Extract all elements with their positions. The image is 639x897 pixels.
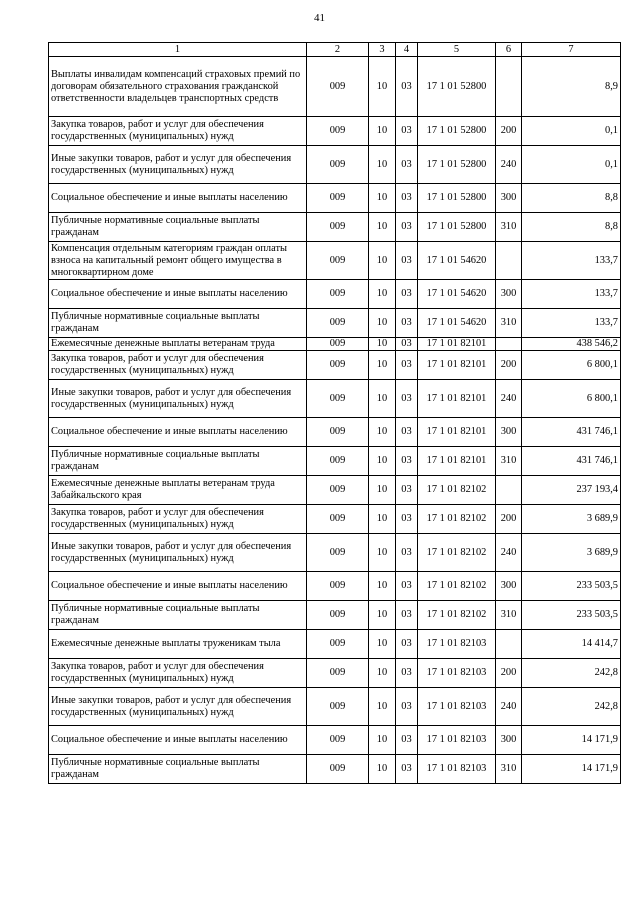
- table-row: [49, 418, 621, 447]
- row-c5-cell: 17 1 01 54620: [418, 309, 496, 338]
- row-c2-cell: 009: [307, 184, 369, 213]
- row-c3-cell: 10: [369, 505, 396, 534]
- row-c5-cell: 17 1 01 52800: [418, 146, 496, 184]
- row-name-cell: Социальное обеспечение и иные выплаты населению: [49, 184, 307, 213]
- row-name-cell: Иные закупки товаров, работ и услуг для обеспечения государственных (муниципальных) нужд: [49, 688, 307, 726]
- row-c7-cell: 242,8: [522, 659, 621, 688]
- row-name-cell: Публичные нормативные социальные выплаты гражданам: [49, 755, 307, 784]
- header-row: [49, 43, 621, 57]
- table-row: [49, 117, 621, 146]
- row-c7-cell: 133,7: [522, 309, 621, 338]
- column-header: 1: [49, 43, 307, 57]
- column-header: 6: [496, 43, 522, 57]
- table-row: [49, 213, 621, 242]
- row-c2-cell: 009: [307, 630, 369, 659]
- row-c4-cell: 03: [396, 338, 418, 351]
- row-c7-cell: 14 414,7: [522, 630, 621, 659]
- row-c3-cell: 10: [369, 688, 396, 726]
- row-c3-cell: 10: [369, 630, 396, 659]
- row-c4-cell: 03: [396, 659, 418, 688]
- row-c6-cell: 200: [496, 117, 522, 146]
- row-c2-cell: 009: [307, 242, 369, 280]
- row-c7-cell: 6 800,1: [522, 380, 621, 418]
- row-c7-cell: 6 800,1: [522, 351, 621, 380]
- column-header: 4: [396, 43, 418, 57]
- table-row: [49, 659, 621, 688]
- row-c4-cell: 03: [396, 688, 418, 726]
- row-c5-cell: 17 1 01 82101: [418, 418, 496, 447]
- row-c7-cell: 133,7: [522, 280, 621, 309]
- row-c7-cell: 438 546,2: [522, 338, 621, 351]
- row-name-cell: Ежемесячные денежные выплаты ветеранам труда: [49, 338, 307, 351]
- row-c6-cell: 300: [496, 572, 522, 601]
- row-c4-cell: 03: [396, 447, 418, 476]
- table-row: [49, 726, 621, 755]
- row-c3-cell: 10: [369, 418, 396, 447]
- row-c4-cell: 03: [396, 505, 418, 534]
- row-c2-cell: 009: [307, 213, 369, 242]
- row-c3-cell: 10: [369, 280, 396, 309]
- row-c4-cell: 03: [396, 146, 418, 184]
- row-c5-cell: 17 1 01 54620: [418, 242, 496, 280]
- column-header: 7: [522, 43, 621, 57]
- row-c4-cell: 03: [396, 309, 418, 338]
- row-c7-cell: 0,1: [522, 117, 621, 146]
- row-c4-cell: 03: [396, 755, 418, 784]
- row-c5-cell: 17 1 01 82103: [418, 659, 496, 688]
- row-c3-cell: 10: [369, 309, 396, 338]
- row-name-cell: Закупка товаров, работ и услуг для обеспечения государственных (муниципальных) нужд: [49, 351, 307, 380]
- row-c5-cell: 17 1 01 82101: [418, 380, 496, 418]
- table-row: [49, 280, 621, 309]
- page-number: 41: [314, 12, 325, 24]
- row-c2-cell: 009: [307, 338, 369, 351]
- row-name-cell: Социальное обеспечение и иные выплаты населению: [49, 572, 307, 601]
- row-c6-cell: 300: [496, 184, 522, 213]
- row-name-cell: Ежемесячные денежные выплаты ветеранам труда Забайкальского края: [49, 476, 307, 505]
- row-c3-cell: 10: [369, 213, 396, 242]
- row-c6-cell: 300: [496, 726, 522, 755]
- table-row: [49, 380, 621, 418]
- row-c6-cell: [496, 57, 522, 117]
- row-c4-cell: 03: [396, 280, 418, 309]
- row-name-cell: Публичные нормативные социальные выплаты гражданам: [49, 601, 307, 630]
- row-c4-cell: 03: [396, 418, 418, 447]
- row-c3-cell: 10: [369, 726, 396, 755]
- row-c2-cell: 009: [307, 146, 369, 184]
- row-name-cell: Иные закупки товаров, работ и услуг для обеспечения государственных (муниципальных) нужд: [49, 380, 307, 418]
- row-c3-cell: 10: [369, 184, 396, 213]
- column-header: 3: [369, 43, 396, 57]
- row-c7-cell: 14 171,9: [522, 755, 621, 784]
- row-c4-cell: 03: [396, 351, 418, 380]
- table-body: [49, 57, 621, 784]
- row-c2-cell: 009: [307, 572, 369, 601]
- row-c5-cell: 17 1 01 82103: [418, 688, 496, 726]
- table-row: [49, 184, 621, 213]
- row-name-cell: Выплаты инвалидам компенсаций страховых премий по договорам обязательного страхования гражданской ответственности владельцев транспортных средств: [49, 57, 307, 117]
- table-row: [49, 534, 621, 572]
- column-header: 2: [307, 43, 369, 57]
- row-c4-cell: 03: [396, 380, 418, 418]
- row-c5-cell: 17 1 01 82101: [418, 447, 496, 476]
- row-c2-cell: 009: [307, 601, 369, 630]
- row-c6-cell: 240: [496, 688, 522, 726]
- table-row: [49, 351, 621, 380]
- row-c7-cell: 8,8: [522, 184, 621, 213]
- table-row: [49, 601, 621, 630]
- row-name-cell: Закупка товаров, работ и услуг для обеспечения государственных (муниципальных) нужд: [49, 505, 307, 534]
- row-c4-cell: 03: [396, 534, 418, 572]
- row-c2-cell: 009: [307, 418, 369, 447]
- row-c6-cell: 240: [496, 380, 522, 418]
- row-c3-cell: 10: [369, 146, 396, 184]
- row-c7-cell: 0,1: [522, 146, 621, 184]
- row-c7-cell: 431 746,1: [522, 447, 621, 476]
- row-c3-cell: 10: [369, 351, 396, 380]
- row-name-cell: Публичные нормативные социальные выплаты гражданам: [49, 309, 307, 338]
- row-c3-cell: 10: [369, 534, 396, 572]
- row-c5-cell: 17 1 01 82102: [418, 476, 496, 505]
- row-c6-cell: 240: [496, 146, 522, 184]
- row-name-cell: Закупка товаров, работ и услуг для обеспечения государственных (муниципальных) нужд: [49, 117, 307, 146]
- table-row: [49, 309, 621, 338]
- row-c5-cell: 17 1 01 82103: [418, 630, 496, 659]
- row-c5-cell: 17 1 01 52800: [418, 213, 496, 242]
- row-c7-cell: 237 193,4: [522, 476, 621, 505]
- row-c2-cell: 009: [307, 726, 369, 755]
- row-c2-cell: 009: [307, 57, 369, 117]
- row-c6-cell: 240: [496, 534, 522, 572]
- row-c5-cell: 17 1 01 82102: [418, 505, 496, 534]
- row-c6-cell: 310: [496, 755, 522, 784]
- row-name-cell: Социальное обеспечение и иные выплаты населению: [49, 418, 307, 447]
- row-c2-cell: 009: [307, 688, 369, 726]
- row-c5-cell: 17 1 01 82102: [418, 572, 496, 601]
- table-row: [49, 755, 621, 784]
- row-c3-cell: 10: [369, 447, 396, 476]
- row-c2-cell: 009: [307, 755, 369, 784]
- budget-table: [48, 42, 621, 784]
- row-name-cell: Ежемесячные денежные выплаты труженикам тыла: [49, 630, 307, 659]
- row-c7-cell: 233 503,5: [522, 572, 621, 601]
- row-c6-cell: 310: [496, 309, 522, 338]
- row-c3-cell: 10: [369, 380, 396, 418]
- row-c2-cell: 009: [307, 659, 369, 688]
- row-c6-cell: 310: [496, 447, 522, 476]
- row-name-cell: Публичные нормативные социальные выплаты гражданам: [49, 213, 307, 242]
- column-header: 5: [418, 43, 496, 57]
- row-c4-cell: 03: [396, 184, 418, 213]
- row-c4-cell: 03: [396, 726, 418, 755]
- row-c5-cell: 17 1 01 82102: [418, 534, 496, 572]
- row-c3-cell: 10: [369, 338, 396, 351]
- row-c6-cell: 300: [496, 280, 522, 309]
- row-c5-cell: 17 1 01 82102: [418, 601, 496, 630]
- row-c7-cell: 8,9: [522, 57, 621, 117]
- row-c7-cell: 14 171,9: [522, 726, 621, 755]
- row-c3-cell: 10: [369, 755, 396, 784]
- row-c2-cell: 009: [307, 380, 369, 418]
- row-c5-cell: 17 1 01 82101: [418, 351, 496, 380]
- row-name-cell: Социальное обеспечение и иные выплаты населению: [49, 726, 307, 755]
- table-row: [49, 146, 621, 184]
- row-c6-cell: 310: [496, 601, 522, 630]
- row-c4-cell: 03: [396, 242, 418, 280]
- row-c2-cell: 009: [307, 351, 369, 380]
- row-c2-cell: 009: [307, 476, 369, 505]
- row-name-cell: Публичные нормативные социальные выплаты гражданам: [49, 447, 307, 476]
- row-c5-cell: 17 1 01 54620: [418, 280, 496, 309]
- table-row: [49, 572, 621, 601]
- row-c3-cell: 10: [369, 572, 396, 601]
- row-c7-cell: 8,8: [522, 213, 621, 242]
- row-c6-cell: [496, 476, 522, 505]
- table-row: [49, 447, 621, 476]
- row-name-cell: Социальное обеспечение и иные выплаты населению: [49, 280, 307, 309]
- table-row: [49, 476, 621, 505]
- row-c3-cell: 10: [369, 601, 396, 630]
- row-c3-cell: 10: [369, 57, 396, 117]
- row-c5-cell: 17 1 01 52800: [418, 57, 496, 117]
- row-c5-cell: 17 1 01 82103: [418, 755, 496, 784]
- row-c6-cell: [496, 630, 522, 659]
- row-c3-cell: 10: [369, 476, 396, 505]
- row-c2-cell: 009: [307, 505, 369, 534]
- row-c5-cell: 17 1 01 52800: [418, 117, 496, 146]
- row-name-cell: Закупка товаров, работ и услуг для обеспечения государственных (муниципальных) нужд: [49, 659, 307, 688]
- row-c7-cell: 242,8: [522, 688, 621, 726]
- row-c4-cell: 03: [396, 213, 418, 242]
- row-c6-cell: 200: [496, 659, 522, 688]
- row-name-cell: Компенсация отдельным категориям граждан оплаты взноса на капитальный ремонт общего имущества в многоквартирном доме: [49, 242, 307, 280]
- row-c4-cell: 03: [396, 476, 418, 505]
- row-c6-cell: 200: [496, 351, 522, 380]
- row-c2-cell: 009: [307, 534, 369, 572]
- row-c3-cell: 10: [369, 117, 396, 146]
- row-c7-cell: 3 689,9: [522, 505, 621, 534]
- row-c4-cell: 03: [396, 572, 418, 601]
- row-c4-cell: 03: [396, 630, 418, 659]
- row-c2-cell: 009: [307, 280, 369, 309]
- row-c2-cell: 009: [307, 117, 369, 146]
- table-row: [49, 505, 621, 534]
- row-c4-cell: 03: [396, 57, 418, 117]
- row-c2-cell: 009: [307, 309, 369, 338]
- row-c6-cell: [496, 338, 522, 351]
- row-c3-cell: 10: [369, 242, 396, 280]
- table-row: [49, 57, 621, 117]
- row-c7-cell: 133,7: [522, 242, 621, 280]
- table-row: [49, 630, 621, 659]
- row-c4-cell: 03: [396, 601, 418, 630]
- row-c5-cell: 17 1 01 82103: [418, 726, 496, 755]
- row-c7-cell: 431 746,1: [522, 418, 621, 447]
- row-c7-cell: 233 503,5: [522, 601, 621, 630]
- row-name-cell: Иные закупки товаров, работ и услуг для обеспечения государственных (муниципальных) нужд: [49, 534, 307, 572]
- row-c4-cell: 03: [396, 117, 418, 146]
- table-row: [49, 242, 621, 280]
- table-row: [49, 338, 621, 351]
- row-c6-cell: [496, 242, 522, 280]
- row-c6-cell: 200: [496, 505, 522, 534]
- row-c5-cell: 17 1 01 82101: [418, 338, 496, 351]
- row-c5-cell: 17 1 01 52800: [418, 184, 496, 213]
- row-c2-cell: 009: [307, 447, 369, 476]
- row-c3-cell: 10: [369, 659, 396, 688]
- row-c6-cell: 300: [496, 418, 522, 447]
- row-c6-cell: 310: [496, 213, 522, 242]
- table-row: [49, 688, 621, 726]
- row-name-cell: Иные закупки товаров, работ и услуг для обеспечения государственных (муниципальных) нужд: [49, 146, 307, 184]
- row-c7-cell: 3 689,9: [522, 534, 621, 572]
